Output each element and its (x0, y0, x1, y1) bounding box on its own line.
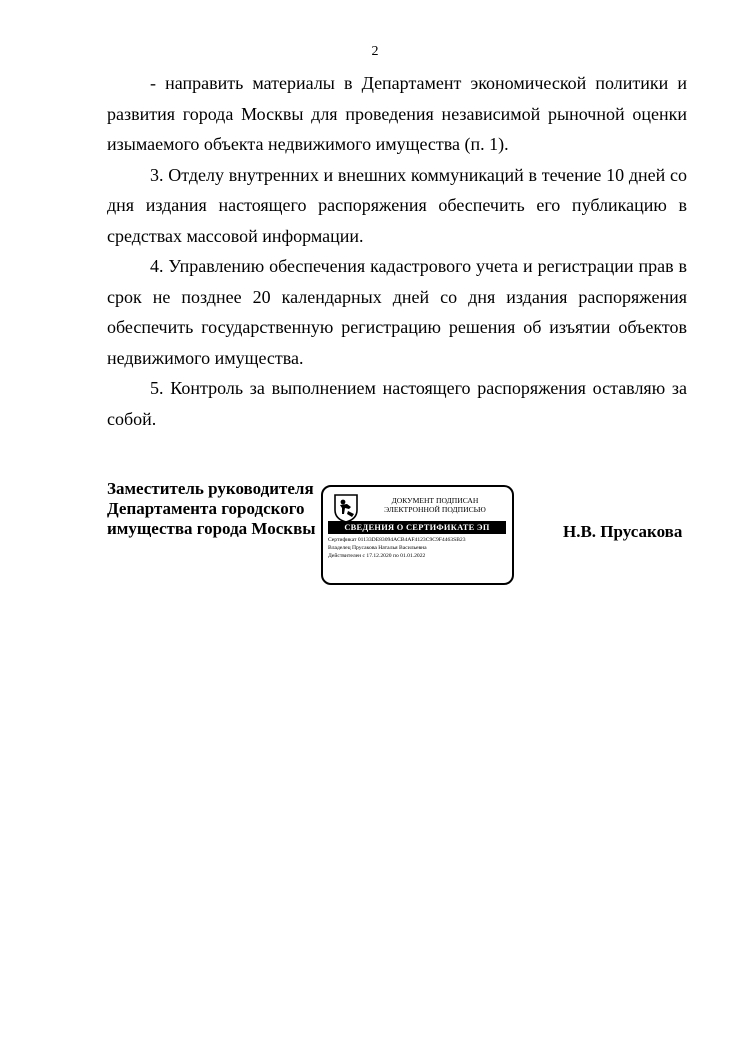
paragraph: 4. Управлению обеспечения кадастрового учета и регистрации прав в срок не позднее 20 календарных дней со дня издания распоряжения обеспечить государственную регистрацию решения об изъятии объектов недвижимого имущества. (107, 256, 687, 368)
paragraph: 3. Отделу внутренних и внешних коммуникаций в течение 10 дней со дня издания настоящего распоряжения обеспечить его публикацию в средствах массовой информации. (107, 164, 687, 246)
electronic-signature-stamp (321, 485, 514, 585)
signatory-title (107, 479, 316, 539)
paragraph: 5. Контроль за выполнением настоящего распоряжения оставляю за собой. (107, 378, 687, 429)
signatory-name: Н.В. Прусакова (563, 522, 683, 541)
body-text (107, 68, 687, 434)
stamp-header-line: ЭЛЕКТРОННОЙ ПОДПИСЬЮ (384, 505, 486, 514)
signatory-title-line: Департамента городского (107, 499, 305, 518)
certificate-validity: Действителен с 17.12.2020 по 01.01.2022 (328, 553, 426, 559)
signatory-title-line: Заместитель руководителя (107, 479, 314, 498)
moscow-coat-of-arms-icon (333, 493, 359, 523)
certificate-number: Сертификат 01133DE83094ACB4AF4123C9C9F4463SB23 (328, 537, 466, 543)
signatory-title-line: имущества города Москвы (107, 519, 316, 538)
certificate-info-bar: СВЕДЕНИЯ О СЕРТИФИКАТЕ ЭП (328, 521, 506, 534)
certificate-owner: Владелец Прусакова Наталья Васильевна (328, 545, 427, 551)
page-number: 2 (371, 44, 379, 59)
paragraph: - направить материалы в Департамент экономической политики и развития города Москвы для проведения независимой рыночной оценки изымаемого объекта недвижимого имущества (п. 1). (107, 73, 687, 154)
stamp-header (361, 496, 509, 514)
stamp-header-line: ДОКУМЕНТ ПОДПИСАН (391, 496, 479, 505)
